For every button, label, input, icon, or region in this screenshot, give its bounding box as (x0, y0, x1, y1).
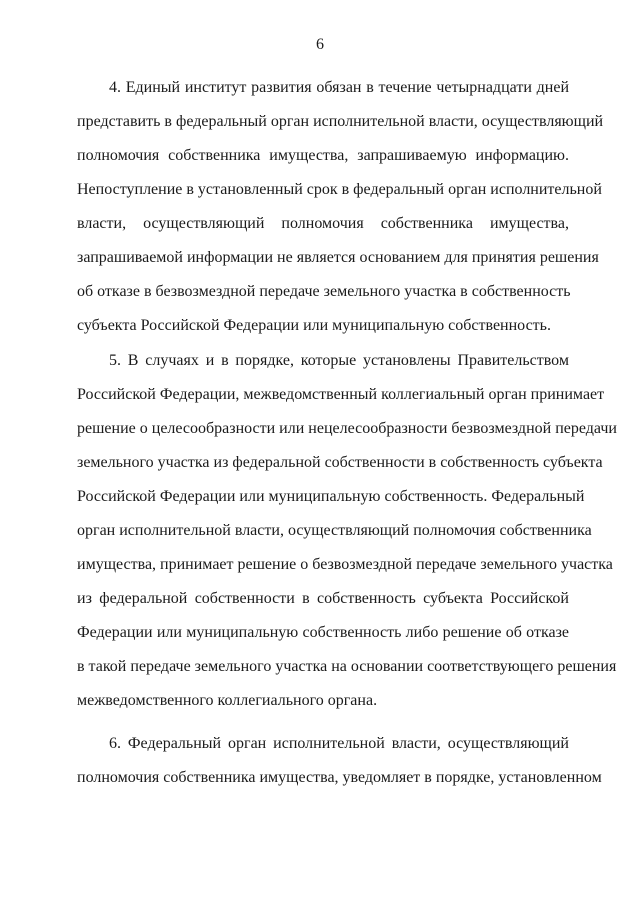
page-number: 6 (316, 36, 324, 53)
paragraph-line: решение о целесообразности или нецелесообразности безвозмездной передачи (77, 420, 617, 437)
paragraph-line: власти, осуществляющий полномочия собственника имущества, (77, 215, 569, 232)
paragraph-line: субъекта Российской Федерации или муниципальную собственность. (77, 317, 551, 334)
paragraph-line: представить в федеральный орган исполнительной власти, осуществляющий (77, 113, 604, 130)
paragraph-line: 4. Единый институт развития обязан в течение четырнадцати дней (109, 79, 569, 96)
paragraph-line: Российской Федерации, межведомственный коллегиальный орган принимает (77, 386, 605, 403)
paragraph-line: об отказе в безвозмездной передаче земельного участка в собственность (77, 283, 571, 300)
paragraph-line: полномочия собственника имущества, запрашиваемую информацию. (77, 147, 569, 164)
paragraph-line: 5. В случаях и в порядке, которые установлены Правительством (109, 352, 569, 369)
paragraph-line: Российской Федерации или муниципальную собственность. Федеральный (77, 488, 585, 505)
paragraph-line: в такой передаче земельного участка на основании соответствующего решения (77, 658, 617, 675)
paragraph-line: полномочия собственника имущества, уведомляет в порядке, установленном (77, 769, 602, 786)
paragraph-line: 6. Федеральный орган исполнительной власти, осуществляющий (109, 735, 569, 752)
paragraph-line: Непоступление в установленный срок в федеральный орган исполнительной (77, 181, 602, 198)
paragraph-line: имущества, принимает решение о безвозмездной передаче земельного участка (77, 556, 613, 573)
paragraph-line: межведомственного коллегиального органа. (77, 692, 378, 709)
paragraph-line: запрашиваемой информации не является основанием для принятия решения (77, 249, 599, 266)
paragraph-line: Федерации или муниципальную собственность либо решение об отказе (77, 624, 569, 641)
paragraph-line: земельного участка из федеральной собственности в собственность субъекта (77, 454, 603, 471)
paragraph-line: из федеральной собственности в собственность субъекта Российской (77, 590, 569, 607)
paragraph-line: орган исполнительной власти, осуществляющий полномочия собственника (77, 522, 592, 539)
